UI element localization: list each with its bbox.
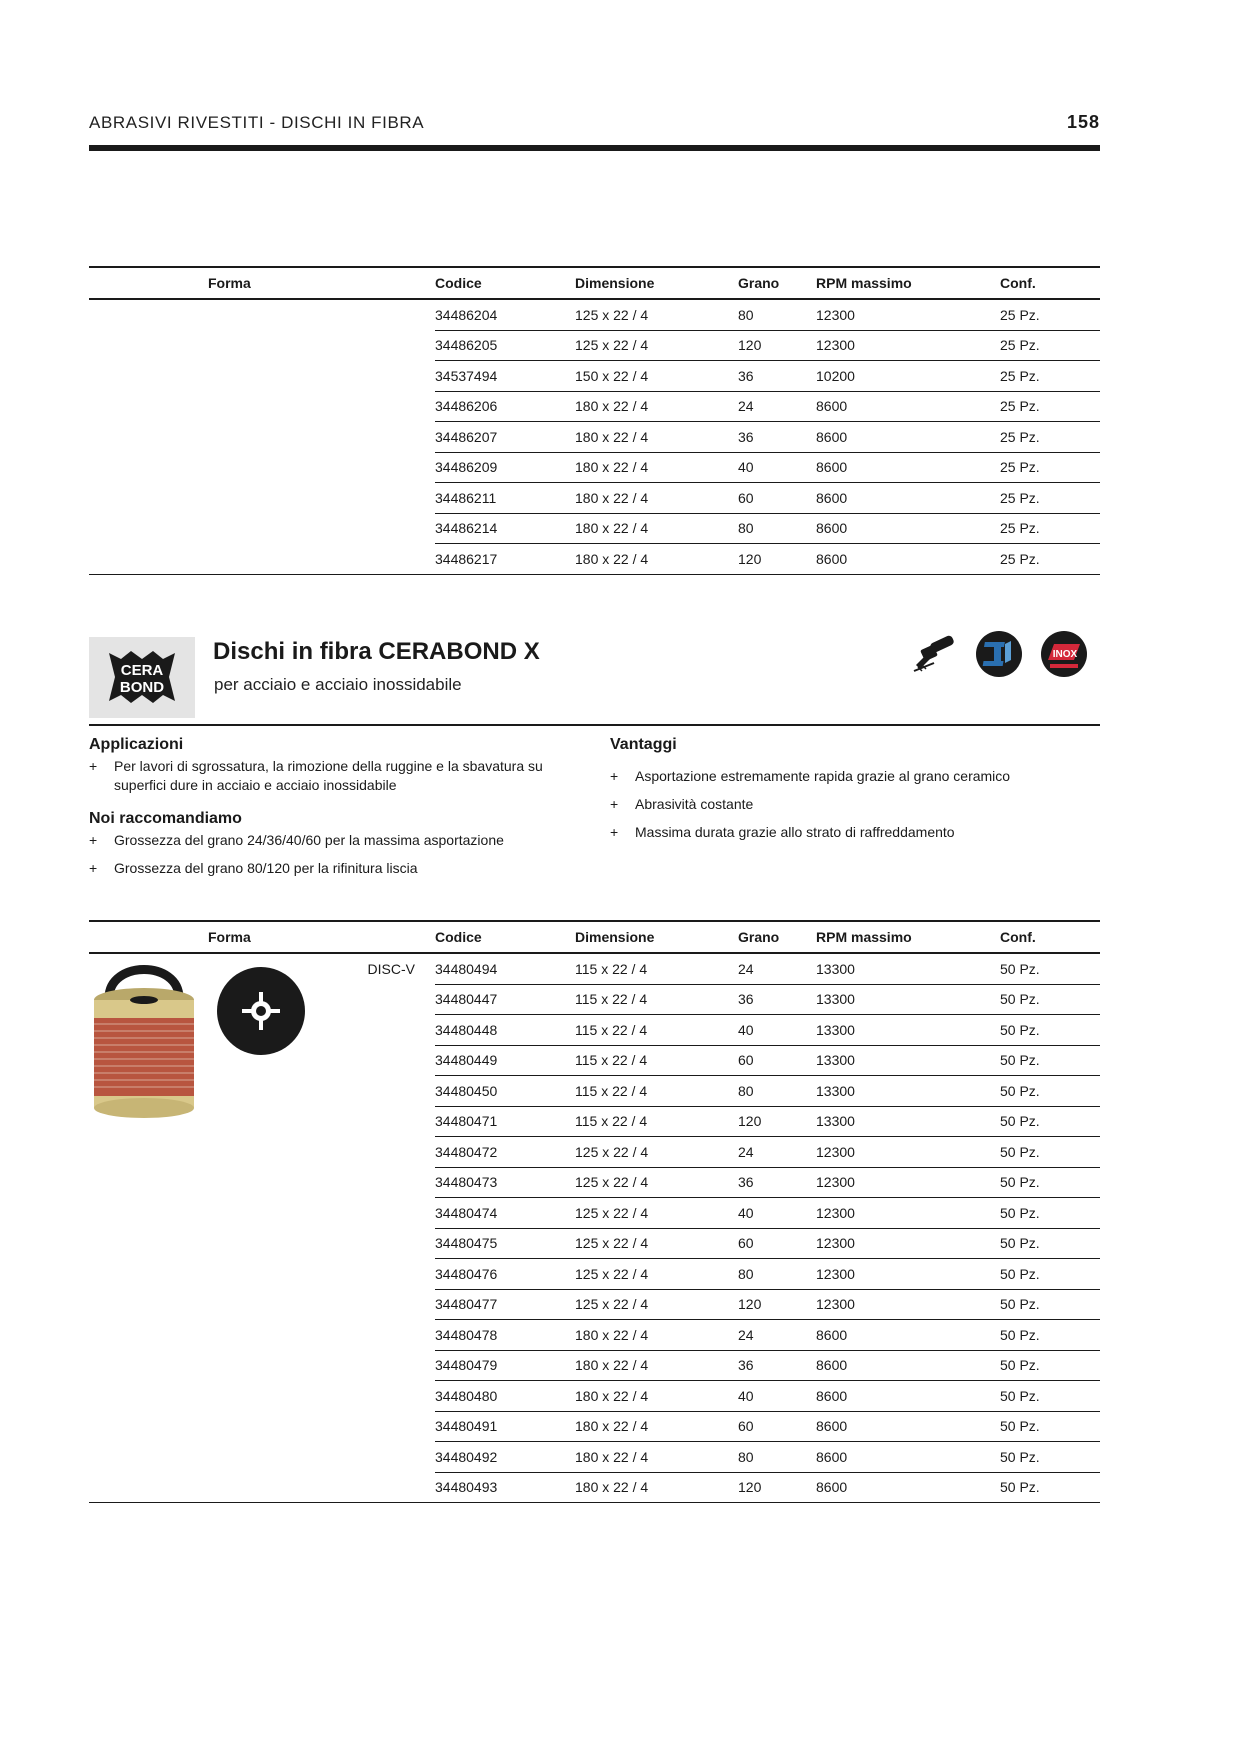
cell-conf: 50 Pz. — [1000, 953, 1100, 984]
product-title: Dischi in fibra CERABOND X — [213, 638, 540, 665]
cell-rpm: 8600 — [816, 544, 1000, 575]
cell-conf: 50 Pz. — [1000, 1076, 1100, 1107]
table-row — [89, 1289, 1100, 1320]
cell-forma — [89, 1198, 435, 1229]
raccomandiamo-text: Grossezza del grano 80/120 per la rifinitura liscia — [114, 860, 418, 876]
cell-conf: 50 Pz. — [1000, 1381, 1100, 1412]
cell-grano: 80 — [738, 299, 816, 330]
table-row — [89, 1106, 1100, 1137]
cell-grano: 120 — [738, 330, 816, 361]
vantaggi-item — [610, 823, 1100, 843]
disc-box-image — [89, 956, 199, 1126]
cell-codice: 34480447 — [435, 984, 575, 1015]
cell-forma — [89, 422, 435, 453]
logo-text-bottom: BOND — [119, 679, 165, 696]
cell-grano: 36 — [738, 984, 816, 1015]
cell-conf: 50 Pz. — [1000, 1472, 1100, 1503]
cell-codice: 34480478 — [435, 1320, 575, 1351]
cell-forma — [89, 544, 435, 575]
cell-codice: 34480472 — [435, 1137, 575, 1168]
cell-codice: 34486211 — [435, 483, 575, 514]
applicazioni-text: Per lavori di sgrossatura, la rimozione della ruggine e la sbavatura su superfici dure in acciaio e acciaio inossidabile — [114, 758, 543, 793]
table-row — [89, 1198, 1100, 1229]
col-header-forma: Forma — [89, 921, 435, 953]
cell-dimensione: 125 x 22 / 4 — [575, 1228, 738, 1259]
cell-conf: 50 Pz. — [1000, 1350, 1100, 1381]
cell-conf: 50 Pz. — [1000, 1015, 1100, 1046]
applicazioni-heading: Applicazioni — [89, 736, 184, 753]
cell-codice: 34480449 — [435, 1045, 575, 1076]
cell-conf: 50 Pz. — [1000, 1106, 1100, 1137]
cell-grano: 60 — [738, 483, 816, 514]
cell-dimensione: 115 x 22 / 4 — [575, 953, 738, 984]
table-row — [89, 361, 1100, 392]
cell-dimensione: 180 x 22 / 4 — [575, 544, 738, 575]
cell-codice: 34480448 — [435, 1015, 575, 1046]
cell-rpm: 12300 — [816, 1259, 1000, 1290]
col-header-rpm: RPM massimo — [816, 267, 1000, 299]
cell-grano: 80 — [738, 1259, 816, 1290]
cell-grano: 40 — [738, 1015, 816, 1046]
cell-rpm: 8600 — [816, 391, 1000, 422]
cell-forma — [89, 1259, 435, 1290]
cell-rpm: 13300 — [816, 1106, 1000, 1137]
raccomandiamo-item — [89, 831, 589, 851]
col-header-rpm: RPM massimo — [816, 921, 1000, 953]
cell-conf: 50 Pz. — [1000, 1228, 1100, 1259]
cell-dimensione: 125 x 22 / 4 — [575, 299, 738, 330]
col-header-conf: Conf. — [1000, 267, 1100, 299]
table-row — [89, 330, 1100, 361]
bullet-plus: + — [89, 832, 98, 848]
cell-dimensione: 180 x 22 / 4 — [575, 1320, 738, 1351]
cell-forma — [89, 1350, 435, 1381]
cell-dimensione: 125 x 22 / 4 — [575, 1259, 738, 1290]
table-row — [89, 513, 1100, 544]
inox-icon — [1040, 630, 1088, 678]
table-row — [89, 1442, 1100, 1473]
spec-table-1 — [89, 266, 1100, 575]
cell-forma — [89, 1320, 435, 1351]
cell-dimensione: 115 x 22 / 4 — [575, 1015, 738, 1046]
cell-grano: 120 — [738, 544, 816, 575]
table-row — [89, 1076, 1100, 1107]
header-rule — [89, 145, 1100, 151]
vantaggi-text: Asportazione estremamente rapida grazie al grano ceramico — [635, 768, 1011, 784]
cell-conf: 50 Pz. — [1000, 1442, 1100, 1473]
cell-codice: 34480473 — [435, 1167, 575, 1198]
cell-rpm: 8600 — [816, 513, 1000, 544]
cell-conf: 50 Pz. — [1000, 1320, 1100, 1351]
col-header-dimensione: Dimensione — [575, 921, 738, 953]
cell-dimensione: 180 x 22 / 4 — [575, 513, 738, 544]
col-header-forma: Forma — [89, 267, 435, 299]
cell-grano: 120 — [738, 1289, 816, 1320]
cell-forma — [89, 1289, 435, 1320]
bullet-plus: + — [89, 758, 98, 774]
cell-rpm: 10200 — [816, 361, 1000, 392]
cerabond-logo — [89, 637, 195, 718]
cell-rpm: 13300 — [816, 1015, 1000, 1046]
cell-grano: 36 — [738, 361, 816, 392]
cell-rpm: 12300 — [816, 1228, 1000, 1259]
bullet-plus: + — [610, 768, 619, 784]
cell-rpm: 8600 — [816, 452, 1000, 483]
cell-grano: 36 — [738, 422, 816, 453]
cell-conf: 25 Pz. — [1000, 544, 1100, 575]
vantaggi-item — [610, 767, 1100, 787]
table-row — [89, 452, 1100, 483]
cell-codice: 34486206 — [435, 391, 575, 422]
cell-rpm: 13300 — [816, 1045, 1000, 1076]
cell-dimensione: 125 x 22 / 4 — [575, 330, 738, 361]
applicazioni-item — [89, 757, 589, 797]
cell-conf: 25 Pz. — [1000, 330, 1100, 361]
table-row — [89, 1167, 1100, 1198]
table-row — [89, 1137, 1100, 1168]
cell-dimensione: 180 x 22 / 4 — [575, 483, 738, 514]
cell-conf: 25 Pz. — [1000, 422, 1100, 453]
bullet-plus: + — [610, 796, 619, 812]
table-row — [89, 1411, 1100, 1442]
cell-dimensione: 180 x 22 / 4 — [575, 391, 738, 422]
cell-conf: 50 Pz. — [1000, 1198, 1100, 1229]
cell-codice: 34486204 — [435, 299, 575, 330]
raccomandiamo-text: Grossezza del grano 24/36/40/60 per la massima asportazione — [114, 832, 504, 848]
cell-grano: 40 — [738, 452, 816, 483]
cell-conf: 25 Pz. — [1000, 452, 1100, 483]
cell-grano: 60 — [738, 1228, 816, 1259]
table-row — [89, 1320, 1100, 1351]
cell-grano: 24 — [738, 391, 816, 422]
cell-dimensione: 115 x 22 / 4 — [575, 1106, 738, 1137]
cell-conf: 50 Pz. — [1000, 1137, 1100, 1168]
table-row — [89, 1228, 1100, 1259]
cell-rpm: 8600 — [816, 1472, 1000, 1503]
cell-grano: 24 — [738, 953, 816, 984]
steel-beam-icon — [975, 630, 1023, 678]
cell-rpm: 12300 — [816, 299, 1000, 330]
cell-dimensione: 180 x 22 / 4 — [575, 452, 738, 483]
cell-forma — [89, 513, 435, 544]
cell-forma — [89, 1228, 435, 1259]
cell-codice: 34486205 — [435, 330, 575, 361]
logo-text-top: CERA — [120, 662, 164, 679]
cell-dimensione: 180 x 22 / 4 — [575, 1472, 738, 1503]
raccomandiamo-item — [89, 859, 589, 879]
cell-codice: 34480474 — [435, 1198, 575, 1229]
cell-dimensione: 115 x 22 / 4 — [575, 984, 738, 1015]
cell-conf: 50 Pz. — [1000, 1411, 1100, 1442]
vantaggi-heading: Vantaggi — [610, 736, 677, 753]
cell-forma — [89, 1137, 435, 1168]
table-row — [89, 1381, 1100, 1412]
cell-grano: 60 — [738, 1045, 816, 1076]
cell-rpm: 12300 — [816, 1137, 1000, 1168]
cell-forma — [89, 483, 435, 514]
table-row — [89, 483, 1100, 514]
cell-codice: 34537494 — [435, 361, 575, 392]
cell-codice: 34480450 — [435, 1076, 575, 1107]
cell-conf: 50 Pz. — [1000, 1289, 1100, 1320]
table-row — [89, 544, 1100, 575]
cell-rpm: 12300 — [816, 330, 1000, 361]
cell-codice: 34486207 — [435, 422, 575, 453]
table-row — [89, 391, 1100, 422]
cell-codice: 34480476 — [435, 1259, 575, 1290]
cell-codice: 34480475 — [435, 1228, 575, 1259]
vantaggi-item — [610, 795, 1100, 815]
vantaggi-text: Abrasività costante — [635, 796, 754, 812]
cell-forma — [89, 1381, 435, 1412]
cell-grano: 120 — [738, 1472, 816, 1503]
col-header-codice: Codice — [435, 267, 575, 299]
cell-rpm: 8600 — [816, 1320, 1000, 1351]
cell-conf: 25 Pz. — [1000, 299, 1100, 330]
cell-grano: 36 — [738, 1350, 816, 1381]
cell-forma — [89, 452, 435, 483]
cell-rpm: 12300 — [816, 1167, 1000, 1198]
cell-forma — [89, 1167, 435, 1198]
cell-codice: 34480494 — [435, 953, 575, 984]
disc-shape-icon — [216, 966, 306, 1056]
cell-rpm: 8600 — [816, 1350, 1000, 1381]
cell-dimensione: 125 x 22 / 4 — [575, 1167, 738, 1198]
cell-rpm: 13300 — [816, 984, 1000, 1015]
table-row — [89, 1259, 1100, 1290]
col-header-grano: Grano — [738, 267, 816, 299]
cell-grano: 24 — [738, 1137, 816, 1168]
cell-grano: 40 — [738, 1198, 816, 1229]
cell-grano: 60 — [738, 1411, 816, 1442]
cell-conf: 25 Pz. — [1000, 391, 1100, 422]
cell-forma — [89, 299, 435, 330]
cell-conf: 50 Pz. — [1000, 1045, 1100, 1076]
col-header-codice: Codice — [435, 921, 575, 953]
cell-grano: 80 — [738, 513, 816, 544]
cell-codice: 34486214 — [435, 513, 575, 544]
cell-dimensione: 115 x 22 / 4 — [575, 1045, 738, 1076]
col-header-conf: Conf. — [1000, 921, 1100, 953]
cell-dimensione: 180 x 22 / 4 — [575, 1442, 738, 1473]
cell-forma — [89, 330, 435, 361]
cell-codice: 34480493 — [435, 1472, 575, 1503]
cell-grano: 40 — [738, 1381, 816, 1412]
cell-codice: 34486217 — [435, 544, 575, 575]
cell-rpm: 12300 — [816, 1198, 1000, 1229]
cell-rpm: 8600 — [816, 422, 1000, 453]
table-row — [89, 422, 1100, 453]
angle-grinder-icon — [912, 633, 960, 677]
cell-grano: 36 — [738, 1167, 816, 1198]
cell-forma — [89, 361, 435, 392]
cell-dimensione: 180 x 22 / 4 — [575, 1411, 738, 1442]
cell-codice: 34480477 — [435, 1289, 575, 1320]
product-rule — [89, 724, 1100, 726]
cell-forma — [89, 391, 435, 422]
cell-dimensione: 125 x 22 / 4 — [575, 1198, 738, 1229]
cell-codice: 34480491 — [435, 1411, 575, 1442]
cell-forma — [89, 1442, 435, 1473]
col-header-dimensione: Dimensione — [575, 267, 738, 299]
cell-forma — [89, 1411, 435, 1442]
cell-grano: 80 — [738, 1076, 816, 1107]
cell-forma — [89, 1472, 435, 1503]
cell-rpm: 8600 — [816, 483, 1000, 514]
cell-conf: 25 Pz. — [1000, 513, 1100, 544]
cell-grano: 24 — [738, 1320, 816, 1351]
cell-rpm: 8600 — [816, 1442, 1000, 1473]
cell-dimensione: 125 x 22 / 4 — [575, 1137, 738, 1168]
table-header-row — [89, 267, 1100, 299]
inox-label: INOX — [1052, 649, 1078, 660]
table-row — [89, 1472, 1100, 1503]
cell-rpm: 13300 — [816, 1076, 1000, 1107]
page-number: 158 — [1066, 112, 1100, 132]
table-header-row — [89, 921, 1100, 953]
cell-codice: 34480480 — [435, 1381, 575, 1412]
cell-dimensione: 180 x 22 / 4 — [575, 1350, 738, 1381]
running-header-title: ABRASIVI RIVESTITI - DISCHI IN FIBRA — [89, 113, 425, 132]
cell-dimensione: 150 x 22 / 4 — [575, 361, 738, 392]
raccomandiamo-heading: Noi raccomandiamo — [89, 810, 242, 827]
table-row — [89, 1350, 1100, 1381]
cell-rpm: 13300 — [816, 953, 1000, 984]
cell-rpm: 8600 — [816, 1411, 1000, 1442]
cell-codice: 34486209 — [435, 452, 575, 483]
cell-dimensione: 180 x 22 / 4 — [575, 422, 738, 453]
cell-dimensione: 115 x 22 / 4 — [575, 1076, 738, 1107]
cell-conf: 25 Pz. — [1000, 361, 1100, 392]
cell-codice: 34480479 — [435, 1350, 575, 1381]
table-row — [89, 299, 1100, 330]
cell-rpm: 8600 — [816, 1381, 1000, 1412]
cell-dimensione: 180 x 22 / 4 — [575, 1381, 738, 1412]
cell-grano: 120 — [738, 1106, 816, 1137]
cell-dimensione: 125 x 22 / 4 — [575, 1289, 738, 1320]
forma-label: DISC-V — [367, 961, 415, 977]
cell-rpm: 12300 — [816, 1289, 1000, 1320]
cell-conf: 50 Pz. — [1000, 1167, 1100, 1198]
cell-conf: 25 Pz. — [1000, 483, 1100, 514]
cell-codice: 34480492 — [435, 1442, 575, 1473]
cell-conf: 50 Pz. — [1000, 984, 1100, 1015]
vantaggi-text: Massima durata grazie allo strato di raffreddamento — [635, 824, 955, 840]
cell-conf: 50 Pz. — [1000, 1259, 1100, 1290]
cell-codice: 34480471 — [435, 1106, 575, 1137]
cell-grano: 80 — [738, 1442, 816, 1473]
product-subtitle: per acciaio e acciaio inossidabile — [214, 675, 462, 694]
bullet-plus: + — [610, 824, 619, 840]
bullet-plus: + — [89, 860, 98, 876]
col-header-grano: Grano — [738, 921, 816, 953]
